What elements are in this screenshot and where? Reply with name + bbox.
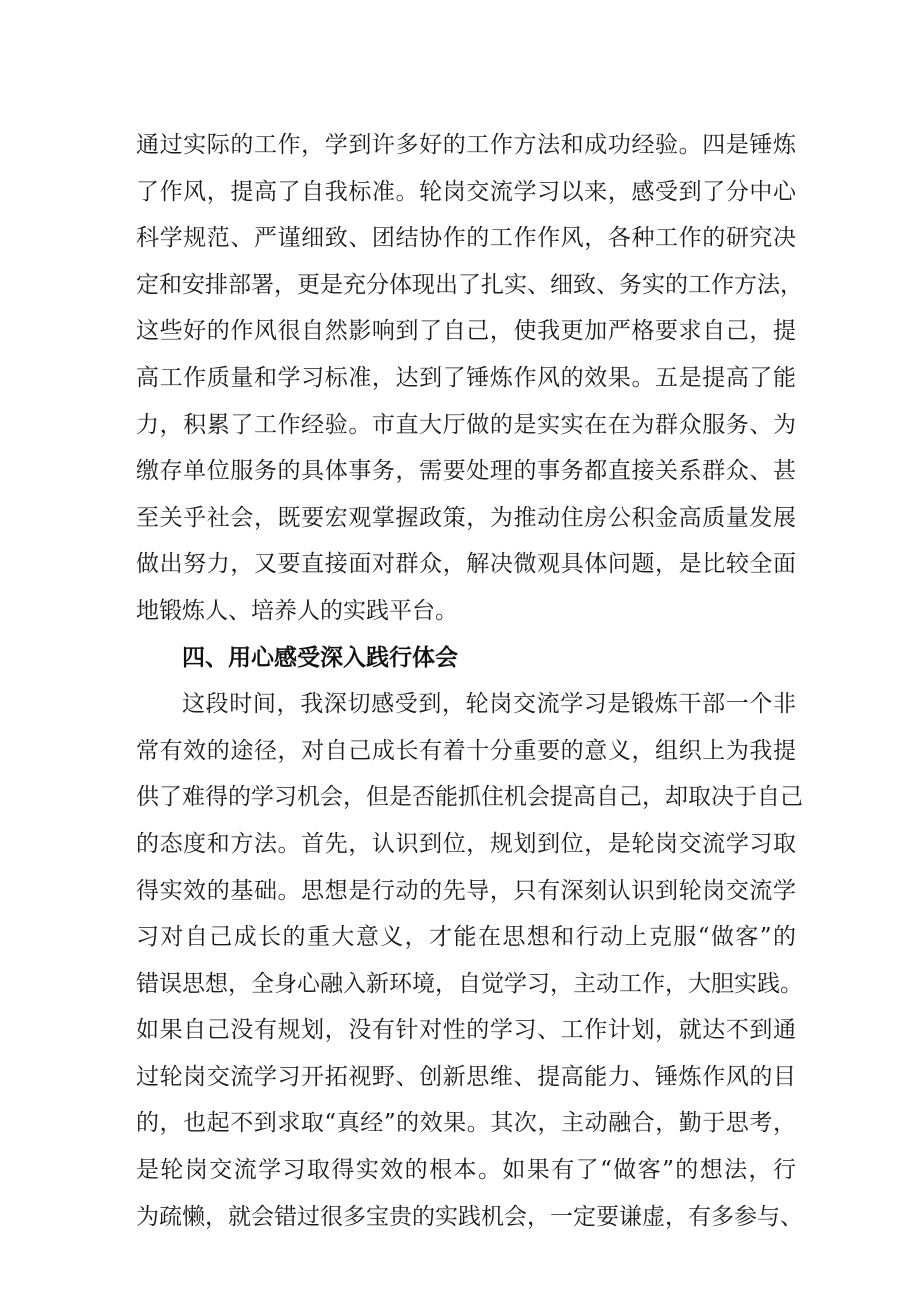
paragraph-line-text: 了作风，提高了自我标准。轮岗交流学习以来，感受到了分中心 (136, 178, 796, 205)
paragraph-line-text: 力，积累了工作经验。市直大厅做的是实实在在为群众服务、为 (136, 411, 796, 438)
paragraph-line-text: 高工作质量和学习标准，达到了锤炼作风的效果。五是提高了能 (136, 364, 796, 391)
document-body (136, 122, 803, 1240)
paragraph-line-text: 科学规范、严谨细致、团结协作的工作作风，各种工作的研究决 (136, 225, 796, 252)
paragraph-line (136, 262, 803, 309)
paragraph-line (136, 681, 796, 728)
paragraph-line (136, 355, 796, 402)
paragraph-line (136, 1100, 796, 1147)
paragraph-line-text: 这段时间，我深切感受到，轮岗交流学习是锻炼干部一个非 (182, 691, 796, 718)
paragraph-line-text: 供了难得的学习机会，但是否能抓住机会提高自己，却取决于自己 (136, 784, 803, 811)
paragraph-line (136, 1194, 803, 1241)
paragraph-line (136, 868, 796, 915)
paragraph-line (136, 774, 803, 821)
paragraph-line-text: 过轮岗交流学习开拓视野、创新思维、提高能力、锤炼作风的目 (136, 1063, 796, 1090)
paragraph-line-text: 做出努力，又要直接面对群众，解决微观具体问题，是比较全面 (136, 551, 796, 578)
paragraph-line-text: 的态度和方法。首先，认识到位，规划到位，是轮岗交流学习取 (136, 830, 796, 857)
paragraph-line-text: 错误思想，全身心融入新环境，自觉学习，主动工作，大胆实践。 (136, 970, 803, 997)
paragraph-line (136, 588, 796, 635)
paragraph-line-text: 这些好的作风很自然影响到了自己，使我更加严格要求自己，提 (136, 318, 796, 345)
paragraph-line (136, 495, 796, 542)
paragraph-line (136, 402, 796, 449)
paragraph-line (136, 961, 803, 1008)
paragraph-line-text: 的，也起不到求取“真经”的效果。其次，主动融合，勤于思考， (136, 1110, 796, 1137)
paragraph-line-text: 定和安排部署，更是充分体现出了扎实、细致、务实的工作方法， (136, 271, 803, 298)
paragraph-line-text: 常有效的途径，对自己成长有着十分重要的意义，组织上为我提 (136, 737, 796, 764)
paragraph-line (136, 914, 796, 961)
paragraph-line (136, 308, 796, 355)
paragraph-line-text: 通过实际的工作，学到许多好的工作方法和成功经验。四是锤炼 (136, 132, 796, 158)
paragraph-line (136, 1054, 796, 1101)
paragraph-line (136, 448, 796, 495)
paragraph-line (136, 215, 796, 262)
paragraph-line-text: 习对自己成长的重大意义，才能在思想和行动上克服“做客”的 (136, 924, 796, 951)
paragraph-line-text: 至关乎社会，既要宏观掌握政策，为推动住房公积金高质量发展 (136, 504, 796, 531)
paragraph-line-text: 是轮岗交流学习取得实效的根本。如果有了“做客”的想法，行 (136, 1157, 796, 1184)
section-heading: 四、用心感受深入践行体会 (182, 644, 458, 671)
paragraph-line-text: 如果自己没有规划，没有针对性的学习、工作计划，就达不到通 (136, 1017, 796, 1044)
paragraph-line-text: 为疏懒，就会错过很多宝贵的实践机会，一定要谦虚，有多参与、 (136, 1203, 803, 1230)
paragraph-line-text: 缴存单位服务的具体事务，需要处理的事务都直接关系群众、甚 (136, 458, 796, 485)
paragraph-line (136, 122, 796, 169)
paragraph-line (136, 1007, 796, 1054)
paragraph-line (136, 1147, 796, 1194)
paragraph-line (136, 169, 796, 216)
paragraph-line-text: 地锻炼人、培养人的实践平台。 (136, 597, 458, 624)
paragraph-line (136, 541, 796, 588)
paragraph-line (136, 821, 796, 868)
paragraph-line-text: 得实效的基础。思想是行动的先导，只有深刻认识到轮岗交流学 (136, 877, 796, 904)
paragraph-line (136, 728, 796, 775)
